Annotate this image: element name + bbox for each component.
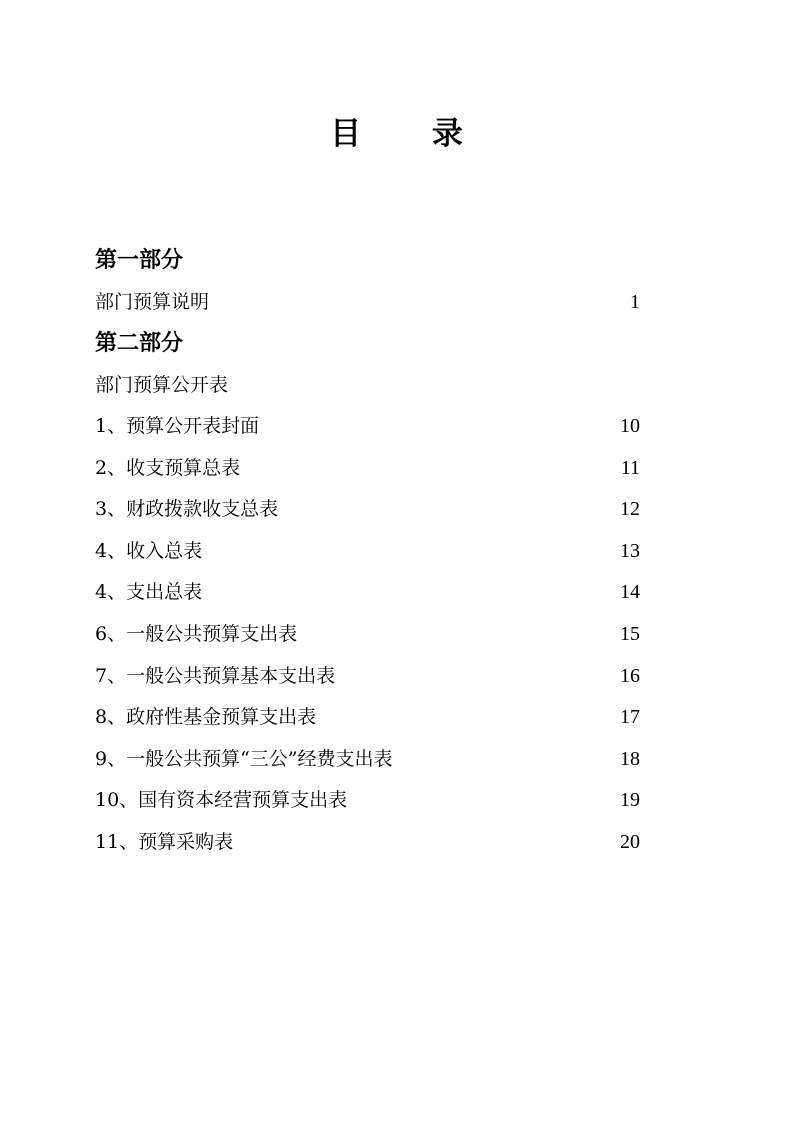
toc-entry[interactable] [95,785,640,815]
toc-entry[interactable] [95,287,640,317]
toc-entry-label: 3、财政拨款收支总表 [95,498,279,520]
toc-entry-label: 4、支出总表 [95,581,203,603]
toc-entry-label: 4、收入总表 [95,540,203,562]
toc-entry-page-number: 15 [620,623,640,645]
toc-entry-page-number: 13 [620,540,640,562]
page-title: 目 录 [330,116,493,152]
toc-entry[interactable] [95,453,640,483]
toc-entry[interactable] [95,619,640,649]
toc-entry[interactable] [95,577,640,607]
toc-entry[interactable] [95,702,640,732]
toc-entry-page-number: 17 [620,706,640,728]
toc-entry-label: 2、收支预算总表 [95,457,241,479]
toc-entry-label: 11、预算采购表 [95,831,234,853]
toc-entry-page-number: 1 [630,291,640,313]
toc-entry-label: 部门预算公开表 [95,374,229,396]
toc-entry-page-number: 16 [620,665,640,687]
toc-entry[interactable] [95,744,640,774]
toc-entry-label: 6、一般公共预算支出表 [95,623,298,645]
toc-entry-label: 1、预算公开表封面 [95,415,260,437]
toc-entry[interactable] [95,494,640,524]
part-two-heading: 第二部分 [95,330,184,356]
toc-entry[interactable] [95,661,640,691]
toc-entry-page-number: 14 [620,581,640,603]
toc-entry-page-number: 18 [620,748,640,770]
toc-entry-label: 10、国有资本经营预算支出表 [95,789,348,811]
toc-section-label [95,370,640,400]
toc-entry-label: 9、一般公共预算“三公”经费支出表 [95,748,393,770]
toc-entry-page-number: 19 [620,789,640,811]
toc-entry-label: 8、政府性基金预算支出表 [95,706,317,728]
toc-entry-label: 7、一般公共预算基本支出表 [95,665,336,687]
toc-entry-page-number: 12 [620,498,640,520]
toc-entry[interactable] [95,536,640,566]
toc-entry[interactable] [95,827,640,857]
toc-entry-label: 部门预算说明 [95,291,210,313]
toc-entry[interactable] [95,411,640,441]
toc-entry-page-number: 11 [620,457,640,479]
part-one-heading: 第一部分 [95,247,184,273]
toc-entry-page-number: 20 [620,831,640,853]
toc-entry-page-number: 10 [620,415,640,437]
